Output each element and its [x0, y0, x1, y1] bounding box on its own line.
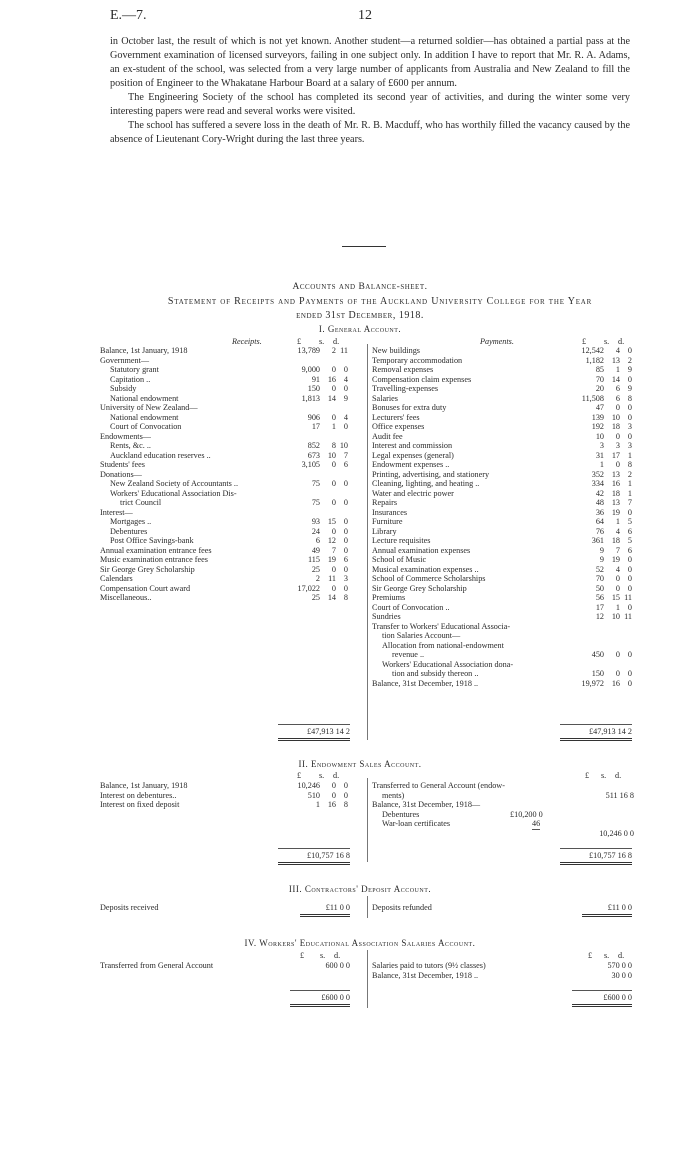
line-amount: 17 1 0 [311, 422, 348, 431]
line-label: Statutory grant [110, 365, 159, 374]
line-label: Interest and commission [372, 441, 453, 450]
account-line [372, 603, 634, 613]
account-line [372, 508, 634, 518]
line-label: Interest on debentures.. [100, 790, 177, 800]
line-amount: 10 0 0 [595, 431, 632, 441]
line-amount: 361 18 5 [591, 536, 632, 545]
line-label: National endowment [110, 412, 179, 422]
column-divider [367, 950, 368, 1008]
line-amount: 115 19 6 [308, 555, 348, 564]
account-line [100, 375, 350, 385]
page-code: E.—7. [110, 8, 147, 23]
general-receipts-list [100, 346, 350, 603]
line-label: Balance, 1st January, 1918 [100, 346, 188, 355]
line-label: Sir George Grey Scholarship [372, 583, 467, 593]
line-label: Rents, &c. .. [110, 441, 151, 450]
line-label: School of Music [372, 555, 427, 564]
line-amount: 56 15 11 [595, 593, 632, 602]
endowment-account-title: II. Endowment Sales Account. [298, 759, 422, 769]
line-amount: 1,182 13 2 [585, 355, 632, 365]
line-label: Transfer to Workers' Educational Associa- [372, 621, 511, 631]
account-line [100, 555, 350, 565]
line-amount: 76 4 6 [595, 526, 632, 536]
intro-paragraph-1: in October last, the result of which is not yet known. Another student—a returned soldier—has obtained a partial pass at the Government examination of licensed surveyors, failing in one subject only. In addition I have to report that Mr. R. A. Adams, an ex-student of the school, was selected from a very large number of applicants from Australia and New Zealand to fill the position of Engineer to the Whakatane Harbour Board at a salary of £600 per annum. [110, 36, 630, 89]
account-line [372, 612, 634, 622]
account-line [100, 384, 350, 394]
general-receipts-total: £47,913 14 2 [278, 724, 350, 736]
line-amount: 52 4 0 [595, 564, 632, 574]
line-label: Students' fees [100, 460, 145, 469]
line-label: National endowment [110, 393, 179, 403]
line-amount: 2 11 3 [315, 574, 348, 583]
contractors-account-title: III. Contractors' Deposit Account. [288, 884, 432, 894]
account-line [372, 546, 634, 556]
line-label: Court of Convocation .. [372, 602, 450, 612]
line-label: Sir George Grey Scholarship [100, 564, 195, 574]
line-amount: 9,000 0 0 [301, 365, 348, 374]
double-rule [572, 1004, 632, 1007]
line-amount: 906 0 4 [307, 412, 348, 422]
line-label: Lecturers' fees [372, 412, 420, 422]
account-line [100, 470, 350, 480]
account-line [372, 669, 634, 679]
line-amount: 1 16 8 [315, 800, 348, 809]
contractors-receipt-amount: £11 0 0 [325, 903, 350, 912]
wea-receipts-total: £600 0 0 [290, 990, 350, 1002]
line-label: Office expenses [372, 422, 425, 431]
account-line [100, 508, 350, 518]
endowment-payments-total: £10,757 16 8 [560, 848, 632, 860]
account-line [372, 365, 634, 375]
line-amount: 17 1 0 [595, 602, 632, 612]
account-line [372, 422, 634, 432]
line-label: Bonuses for extra duty [372, 403, 447, 412]
line-amount: 9 19 0 [599, 555, 632, 564]
line-amount: 19,972 16 0 [581, 678, 632, 688]
account-line [372, 536, 634, 546]
endowment-payments-list: Transferred to General Account (endow- ments) 511 16 8 Balance, 31st December, 1918— Debentures £10,200 0 War-loan certificates 46 10,246 0 0 [372, 781, 634, 838]
receipts-heading: Receipts. [232, 337, 262, 346]
line-label: tion Salaries Account— [382, 631, 461, 640]
general-payments-total: £47,913 14 2 [560, 724, 632, 736]
line-amount: 50 0 0 [595, 583, 632, 593]
account-line [372, 498, 634, 508]
line-amount: 25 14 8 [311, 593, 348, 602]
general-account-title: I. General Account. [318, 324, 402, 334]
double-rule [560, 738, 632, 741]
line-label: Cleaning, lighting, and heating .. [372, 479, 480, 488]
intro-paragraph-3: The school has suffered a severe loss in the death of Mr. R. B. Macduff, who has worthily filled the vacancy caused by the absence of Lieutenant Cory-Wright during the last three years. [110, 120, 630, 145]
double-rule [300, 914, 350, 917]
account-line [372, 574, 634, 584]
account-line [100, 781, 350, 791]
account-line [372, 470, 634, 480]
line-amount: 75 0 0 [311, 479, 348, 488]
line-amount: 70 14 0 [595, 374, 632, 384]
statement-line-1: Statement of Receipts and Payments of the Auckland University College for the Year [167, 296, 593, 307]
line-amount: 24 0 0 [311, 526, 348, 536]
line-amount: 673 10 7 [307, 450, 348, 460]
account-line [372, 527, 634, 537]
account-line [100, 422, 350, 432]
wea-account-title: IV. Workers' Educational Association Salaries Account. [244, 938, 476, 948]
line-label: Compensation Court award [100, 583, 191, 593]
contractors-payment-amount: £11 0 0 [607, 903, 632, 912]
account-line [372, 489, 634, 499]
line-label: Removal expenses [372, 365, 434, 374]
account-line [100, 432, 350, 442]
line-label: Government— [100, 355, 150, 365]
account-line [100, 365, 350, 375]
line-label: Balance, 1st January, 1918 [100, 781, 188, 790]
line-amount: 11,508 6 8 [581, 393, 632, 403]
line-label: Annual examination entrance fees [100, 545, 212, 555]
account-line [372, 394, 634, 404]
line-amount: 12,542 4 0 [581, 346, 632, 355]
line-label: Court of Convocation [110, 422, 182, 431]
double-rule [582, 914, 632, 917]
line-amount: 334 16 1 [591, 479, 632, 488]
line-label: Temporary accommodation [372, 355, 463, 365]
line-label: Water and electric power [372, 488, 454, 498]
line-amount: 64 1 5 [595, 517, 632, 526]
account-line [372, 441, 634, 451]
line-amount: 10,246 0 0 [297, 781, 348, 790]
line-label: Travelling-expenses [372, 384, 439, 393]
account-line [100, 527, 350, 537]
account-line [372, 375, 634, 385]
line-label: tion and subsidy thereon .. [392, 669, 479, 678]
line-label: Legal expenses (general) [372, 450, 454, 460]
column-divider [367, 778, 368, 862]
account-line [372, 384, 634, 394]
accounts-title: Accounts and Balance-sheet. [292, 282, 428, 292]
line-label: Auckland education reserves .. [110, 450, 211, 460]
account-line [100, 394, 350, 404]
line-amount: 42 18 1 [595, 488, 632, 498]
line-label: New Zealand Society of Accountants .. [110, 479, 239, 488]
intro-text [110, 35, 630, 147]
line-label: School of Commerce Scholarships [372, 574, 486, 583]
wea-receipt-amount: 600 0 0 [325, 961, 350, 970]
endowment-receipts-total: £10,757 16 8 [278, 848, 350, 860]
line-label: Music examination entrance fees [100, 555, 208, 564]
account-line [372, 356, 634, 366]
line-label: Post Office Savings-bank [110, 536, 194, 545]
line-amount: 36 19 0 [595, 507, 632, 517]
account-line [100, 593, 350, 603]
account-line [100, 800, 350, 810]
line-amount: 9 7 6 [599, 545, 632, 555]
line-label: Miscellaneous.. [100, 593, 152, 602]
line-label: trict Council [120, 498, 162, 507]
line-amount: 93 15 0 [311, 517, 348, 526]
line-label: Endowments— [100, 431, 151, 441]
account-line [372, 517, 634, 527]
line-amount: 13,789 2 11 [297, 346, 348, 355]
double-rule [278, 738, 350, 741]
account-line [372, 631, 634, 641]
line-label: revenue .. [392, 650, 425, 659]
account-line [100, 403, 350, 413]
account-line [372, 413, 634, 423]
account-line [100, 546, 350, 556]
account-line [100, 536, 350, 546]
line-amount: 25 0 0 [311, 564, 348, 574]
line-label: Subsidy [110, 384, 137, 393]
line-label: Salaries [372, 393, 398, 403]
wea-receipt-label: Transferred from General Account [100, 961, 214, 970]
line-amount: 3 3 3 [599, 441, 632, 450]
line-label: Premiums [372, 593, 406, 602]
line-amount: 139 10 0 [591, 412, 632, 422]
line-amount: 20 6 9 [595, 384, 632, 393]
wea-payment-2-label: Balance, 31st December, 1918 .. [372, 971, 479, 980]
column-divider [367, 896, 368, 918]
line-amount: 70 0 0 [595, 574, 632, 583]
line-label: Calendars [100, 574, 133, 583]
account-line [100, 565, 350, 575]
line-label: Annual examination expenses [372, 545, 471, 555]
line-label: Interest— [100, 507, 133, 517]
double-rule [560, 862, 632, 865]
account-line [100, 346, 350, 356]
line-amount: 17,022 0 0 [297, 583, 348, 593]
page-number: 12 [358, 8, 372, 23]
account-line [372, 593, 634, 603]
line-amount: 150 0 0 [591, 669, 632, 678]
contractors-payment-label: Deposits refunded [372, 903, 432, 912]
line-amount: 150 0 0 [307, 384, 348, 393]
line-label: Donations— [100, 469, 142, 479]
endowment-receipts-list [100, 781, 350, 810]
line-amount: 1,813 14 9 [301, 393, 348, 403]
contractors-receipt-label: Deposits received [100, 903, 159, 912]
line-amount: 3,105 0 6 [301, 460, 348, 469]
line-amount: 6 12 0 [315, 536, 348, 545]
payments-heading: Payments. [480, 337, 514, 346]
line-label: Capitation .. [110, 374, 151, 384]
account-line [100, 451, 350, 461]
line-amount: 85 1 9 [595, 365, 632, 374]
line-label: Debentures [110, 526, 148, 536]
account-line [372, 555, 634, 565]
line-amount: 49 7 0 [311, 545, 348, 555]
section-divider [342, 246, 386, 247]
account-line [100, 356, 350, 366]
account-line [372, 622, 634, 632]
line-amount: 91 16 4 [311, 374, 348, 384]
intro-paragraph-2: The Engineering Society of the school has completed its second year of activities, and during the winter some very interesting papers were read and several works were visited. [110, 92, 630, 117]
line-amount: 47 0 0 [595, 403, 632, 412]
wea-payment-1-amount: 570 0 0 [607, 961, 632, 970]
account-line [372, 451, 634, 461]
account-line [100, 584, 350, 594]
line-label: Interest on fixed deposit [100, 800, 180, 809]
double-rule [290, 1004, 350, 1007]
line-amount: 48 13 7 [595, 498, 632, 507]
double-rule [278, 862, 350, 865]
account-line [100, 517, 350, 527]
account-line [372, 650, 634, 660]
account-line [100, 489, 350, 499]
line-label: Insurances [372, 507, 408, 517]
wea-payments-total: £600 0 0 [572, 990, 632, 1002]
line-amount: 31 17 1 [595, 450, 632, 460]
line-amount: 192 18 3 [591, 422, 632, 431]
line-amount: 1 0 8 [599, 460, 632, 469]
line-amount: 450 0 0 [591, 650, 632, 659]
account-line [372, 403, 634, 413]
line-label: Mortgages .. [110, 517, 152, 526]
wea-payment-1-label: Salaries paid to tutors (9½ classes) [372, 961, 486, 970]
line-amount: 75 0 0 [311, 498, 348, 507]
general-payments-list [372, 346, 634, 688]
account-line [372, 460, 634, 470]
account-line [372, 660, 634, 670]
account-line [100, 498, 350, 508]
line-amount: 852 8 10 [307, 441, 348, 450]
account-line [372, 641, 634, 651]
line-amount: 12 10 11 [595, 612, 632, 621]
line-label: Workers' Educational Association dona- [382, 659, 514, 669]
account-line [100, 791, 350, 801]
line-label: Library [372, 526, 397, 536]
account-line [372, 346, 634, 356]
line-label: Printing, advertising, and stationery [372, 469, 490, 479]
line-label: Musical examination expenses .. [372, 564, 479, 574]
line-label: Balance, 31st December, 1918 .. [372, 678, 479, 688]
account-line [372, 432, 634, 442]
line-label: Furniture [372, 517, 403, 526]
account-line [372, 565, 634, 575]
account-line [372, 679, 634, 689]
line-label: Sundries [372, 612, 401, 621]
line-label: Lecture requisites [372, 536, 431, 545]
statement-line-2: ended 31st December, 1918. [296, 310, 424, 321]
line-amount: 352 13 2 [591, 469, 632, 479]
account-line [100, 460, 350, 470]
line-label: Endowment expenses .. [372, 460, 450, 469]
account-line [372, 584, 634, 594]
account-line [100, 479, 350, 489]
line-label: Workers' Educational Association Dis- [110, 488, 237, 498]
line-label: Audit fee [372, 431, 403, 441]
line-label: New buildings [372, 346, 420, 355]
column-divider [367, 344, 368, 740]
line-label: University of New Zealand— [100, 403, 198, 412]
account-line [100, 441, 350, 451]
account-line [372, 479, 634, 489]
line-label: Repairs [372, 498, 398, 507]
account-line [100, 574, 350, 584]
line-amount: 510 0 0 [307, 790, 348, 800]
wea-payment-2-amount: 30 0 0 [611, 971, 632, 980]
account-line [100, 413, 350, 423]
line-label: Compensation claim expenses [372, 374, 472, 384]
line-label: Allocation from national-endowment [382, 640, 504, 650]
